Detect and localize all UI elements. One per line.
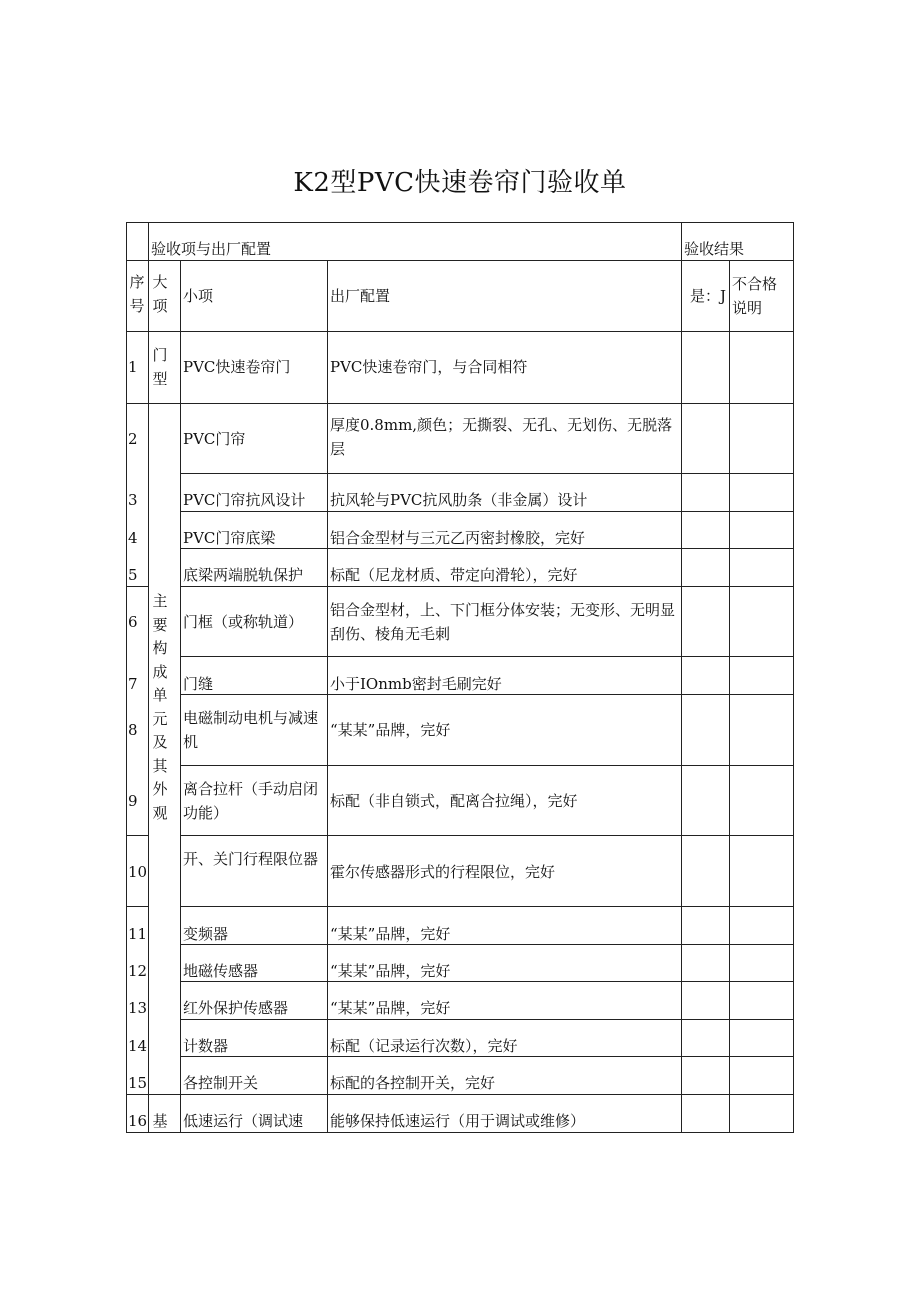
row-no: 15 [128,1074,148,1092]
row-config: 能够保持低速运行（用于调试或维修） [330,1112,586,1130]
row-item: 底梁两端脱轨保护 [183,566,304,584]
header-fail: 不合格说明 [732,275,778,317]
row-config: “某某”品牌，完好 [330,721,451,739]
row-config: 小于IOnmb密封毛刷完好 [330,675,502,693]
row-item: 计数器 [183,1037,229,1055]
table-rule [126,331,794,332]
row-no: 10 [128,863,148,881]
row-no: 4 [128,529,138,547]
table-rule [180,260,181,1133]
header-seq: 序号 [129,273,145,315]
table-rule [180,656,794,657]
table-rule [180,944,794,945]
row-config: 标配（尼龙材质、带定向滑轮），完好 [330,566,578,584]
row-item: PVC快速卷帘门 [183,358,291,376]
header-result: 验收结果 [684,240,745,258]
table-rule [126,403,794,404]
row-no: 6 [128,613,138,631]
table-rule [729,260,730,1133]
table-rule [126,222,794,223]
header-pass: 是：J [690,287,727,305]
table-rule [180,473,794,474]
row-no: 7 [128,675,138,693]
header-group: 验收项与出厂配置 [151,240,272,258]
row-item: 门缝 [183,675,214,693]
table-rule [180,765,794,766]
row-config: PVC快速卷帘门，与合同相符 [330,358,528,376]
table-rule [180,906,794,907]
row-config: 霍尔传感器形式的行程限位，完好 [330,863,556,881]
row-config: 标配（记录运行次数），完好 [330,1037,518,1055]
header-config: 出厂配置 [330,287,391,305]
table-rule [793,222,794,1133]
row-config: 标配的各控制开关，完好 [330,1074,496,1092]
major-door-type: 门型 [152,346,168,388]
major-basic: 基 [152,1112,168,1130]
row-item: 开、关门行程限位器 [183,850,319,868]
row-config: 抗风轮与PVC抗风肋条（非金属）设计 [330,491,588,509]
row-item: 电磁制动电机与减速机 [183,709,319,751]
row-item: 各控制开关 [183,1074,259,1092]
page-title: K2型PVC快速卷帘门验收单 [293,168,627,198]
row-item: 红外保护传感器 [183,999,289,1017]
row-item: PVC门帘抗风设计 [183,491,306,509]
table-rule [126,906,148,907]
row-no: 9 [128,792,138,810]
major-main: 主要构成单元及其外观 [152,592,168,822]
table-rule [126,222,127,1133]
row-item: 低速运行（调试速 [183,1112,304,1130]
row-no: 5 [128,566,138,584]
row-no: 8 [128,721,138,739]
row-config: 厚度0.8mm,颜色；无撕裂、无孔、无划伤、无脱落层 [330,416,673,458]
row-config: “某某”品牌，完好 [330,999,451,1017]
table-rule [180,835,794,836]
row-no: 1 [128,358,138,376]
row-item: 地磁传感器 [183,962,259,980]
header-minor: 小项 [183,287,214,305]
row-no: 3 [128,491,138,509]
row-no: 12 [128,962,148,980]
row-no: 11 [128,925,148,943]
row-item: 变频器 [183,925,229,943]
row-config: “某某”品牌，完好 [330,925,451,943]
row-item: PVC门帘底梁 [183,529,276,547]
row-no: 2 [128,430,138,448]
row-no: 14 [128,1037,148,1055]
row-config: 标配（非自锁式，配离合拉绳），完好 [330,792,578,810]
table-rule [180,981,794,982]
table-rule [327,260,328,1133]
row-item: 离合拉杆（手动启闭功能） [183,780,319,822]
header-major: 大项 [152,273,168,315]
table-rule [681,222,682,1133]
row-config: 铝合金型材，上、下门框分体安装；无变形、无明显刮伤、棱角无毛刺 [330,601,676,643]
row-item: PVC门帘 [183,430,246,448]
row-config: 铝合金型材与三元乙丙密封橡胶，完好 [330,529,586,547]
table-rule [126,835,148,836]
row-config: “某某”品牌，完好 [330,962,451,980]
row-no: 13 [128,999,148,1017]
row-item: 门框（或称轨道） [183,613,304,631]
row-no: 16 [128,1112,148,1130]
